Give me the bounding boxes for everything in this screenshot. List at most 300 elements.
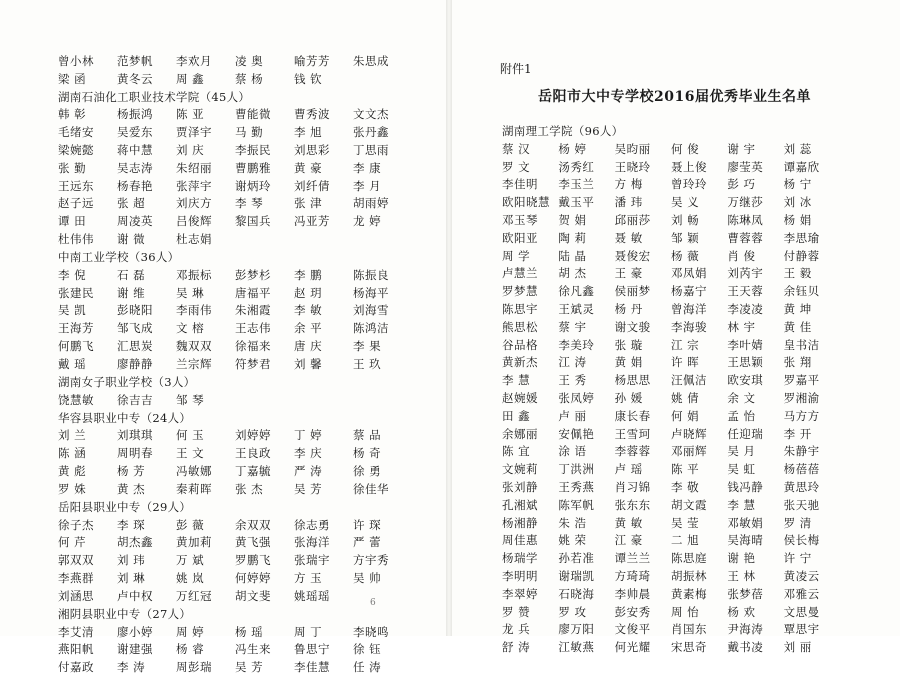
student-name: 罗 赞 (502, 604, 531, 619)
student-name: 尹海涛 (727, 622, 764, 637)
student-name: 张凤婷 (558, 391, 595, 406)
student-name: 邓玉琴 (502, 213, 538, 228)
student-name: 王良政 (235, 446, 271, 461)
student-name: 魏双双 (176, 339, 212, 354)
student-name: 李 旭 (294, 125, 323, 140)
student-name: 徐吉吉 (117, 392, 153, 407)
name-row (502, 229, 840, 247)
student-name: 许 琛 (353, 517, 382, 532)
section-heading: 湘阴县职业中专（27人） (58, 606, 192, 621)
section-heading: 华容县职业中专（24人） (58, 410, 192, 425)
student-name: 何光耀 (614, 640, 651, 655)
name-row (58, 551, 412, 569)
student-name: 赵子远 (58, 196, 94, 211)
student-name: 欧阳亚 (502, 230, 538, 245)
student-name: 聂 敏 (614, 230, 643, 245)
student-name: 黄素梅 (670, 586, 707, 601)
student-name: 杨 瑶 (235, 624, 264, 639)
student-name: 王 林 (727, 569, 756, 584)
student-name: 张 杰 (235, 481, 264, 496)
student-name: 李帅晨 (614, 586, 651, 601)
student-name: 徐 勇 (353, 464, 382, 479)
student-name: 邓振标 (176, 267, 212, 282)
student-name: 李蓉蓉 (614, 444, 651, 459)
student-name: 王志伟 (235, 321, 271, 336)
student-name: 王秀燕 (558, 480, 595, 495)
student-name: 郭双双 (58, 553, 94, 568)
student-name: 周 怡 (670, 604, 700, 619)
student-name: 任迎瑞 (727, 426, 764, 441)
student-name: 江 宗 (670, 337, 700, 352)
student-name: 张 翔 (783, 355, 812, 370)
student-name: 林 宇 (727, 319, 756, 334)
student-name: 孙若准 (558, 551, 595, 566)
student-name: 李 鹏 (294, 267, 323, 282)
student-name: 万继莎 (727, 195, 764, 210)
student-name: 戴玉平 (558, 195, 595, 210)
name-row (58, 195, 412, 213)
student-name: 刘 庆 (176, 143, 205, 158)
student-name: 徐子杰 (58, 517, 94, 532)
name-row (58, 569, 412, 587)
student-name: 曹秀波 (294, 107, 330, 122)
student-name: 胡文霞 (670, 497, 707, 512)
student-name: 黄 彪 (58, 464, 87, 479)
student-name: 安佩艳 (558, 426, 595, 441)
attachment-label: 附件1 (500, 62, 532, 76)
student-name: 吴爱东 (117, 125, 153, 140)
student-name: 姚 倩 (670, 391, 700, 406)
name-row (502, 265, 840, 283)
student-name: 邓敏娟 (727, 515, 764, 530)
student-name: 黎国兵 (235, 214, 271, 229)
name-row (58, 266, 412, 284)
name-row (58, 52, 412, 70)
student-name: 杨 婷 (558, 141, 587, 156)
student-name: 吴 虹 (727, 462, 756, 477)
student-name: 刘 丽 (783, 640, 812, 655)
student-name: 曹能微 (235, 107, 271, 122)
student-name: 方 玉 (294, 571, 323, 586)
student-name: 刘思彩 (294, 143, 330, 158)
student-name: 张东东 (614, 497, 651, 512)
student-name: 孙 媛 (614, 391, 643, 406)
student-name: 凌 奥 (235, 53, 264, 68)
student-name: 吴 芳 (235, 660, 264, 675)
student-name: 李欢月 (176, 53, 212, 68)
name-row (502, 140, 840, 158)
student-name: 周 婷 (176, 624, 205, 639)
student-name: 王晓玲 (614, 159, 651, 174)
student-name: 丁思雨 (353, 143, 389, 158)
student-name: 杨 睿 (176, 642, 205, 657)
student-name: 邹 颖 (670, 230, 700, 245)
student-name: 陈 宜 (502, 444, 531, 459)
name-row (58, 534, 412, 552)
student-name: 罗 清 (783, 515, 812, 530)
student-name: 王雪珂 (614, 426, 651, 441)
name-row (58, 141, 412, 159)
student-name: 罗嘉平 (783, 373, 820, 388)
student-name: 唐 庆 (294, 339, 323, 354)
student-name: 王远东 (58, 178, 94, 193)
student-name: 黄思玲 (783, 480, 820, 495)
student-name: 刘庆方 (176, 196, 212, 211)
student-name: 严 蕾 (353, 535, 382, 550)
section-heading: 湖南理工学院（96人） (502, 124, 624, 138)
student-name: 张刘静 (502, 480, 538, 495)
student-name: 刘 畅 (670, 213, 700, 228)
name-row (58, 70, 412, 88)
student-name: 李艾清 (58, 624, 94, 639)
student-name: 戴书凌 (727, 640, 764, 655)
student-name: 邹飞成 (117, 321, 153, 336)
student-name: 黄加莉 (176, 535, 212, 550)
student-name: 肖国东 (670, 622, 707, 637)
student-name: 吴 帅 (353, 571, 382, 586)
name-row (58, 284, 412, 302)
student-name: 李思瑜 (783, 230, 820, 245)
name-row (502, 247, 840, 265)
student-name: 张海洋 (294, 535, 330, 550)
student-name: 吴海晴 (727, 533, 764, 548)
student-name: 朱静宇 (783, 444, 820, 459)
student-name: 邱丽莎 (614, 213, 651, 228)
student-name: 付嘉政 (58, 660, 94, 675)
student-name: 廖莹英 (727, 159, 764, 174)
student-name: 冯敏娜 (176, 464, 212, 479)
student-name: 李 敬 (670, 480, 700, 495)
student-name: 邓雅云 (783, 586, 820, 601)
student-name: 黄 娟 (614, 355, 643, 370)
name-row (502, 549, 840, 567)
student-name: 陈 亚 (176, 107, 205, 122)
student-name: 刘 冰 (783, 195, 812, 210)
student-name: 朱湘霞 (235, 303, 271, 318)
student-name: 侯丽梦 (614, 284, 651, 299)
student-name: 王斌灵 (558, 302, 595, 317)
student-name: 熊思松 (502, 319, 538, 334)
student-name: 吴 芳 (294, 481, 323, 496)
student-name: 徐福来 (235, 339, 271, 354)
student-name: 王 玖 (353, 356, 382, 371)
student-name: 卢中权 (117, 588, 153, 603)
name-row (502, 371, 840, 389)
student-name: 鲁思宁 (294, 642, 330, 657)
student-name: 罗梦慧 (502, 284, 538, 299)
name-section (58, 498, 412, 605)
student-name: 马 勤 (235, 125, 264, 140)
student-name: 谢 艳 (727, 551, 756, 566)
student-name: 王天蓉 (727, 284, 764, 299)
student-name: 涂 语 (558, 444, 587, 459)
name-row (502, 585, 840, 603)
student-name: 丁 婷 (294, 428, 323, 443)
student-name: 杨思思 (614, 373, 651, 388)
student-name: 邹 琴 (176, 392, 205, 407)
student-name: 罗湘渝 (783, 391, 820, 406)
student-name: 余钰贝 (783, 284, 820, 299)
student-name: 杨春艳 (117, 178, 153, 193)
student-name: 张 超 (117, 196, 146, 211)
student-name: 丁洪洲 (558, 462, 595, 477)
student-name: 黄 坤 (783, 302, 812, 317)
student-name: 彭梦杉 (235, 267, 271, 282)
student-name: 赵婉媛 (502, 391, 538, 406)
student-name: 张瑞宇 (294, 553, 330, 568)
student-name: 彭 薇 (176, 517, 205, 532)
student-name: 朱绍丽 (176, 160, 212, 175)
student-name: 刘芮宇 (727, 266, 764, 281)
student-name: 陶 莉 (558, 230, 587, 245)
student-name: 张建民 (58, 285, 94, 300)
student-name: 杨海平 (353, 285, 389, 300)
student-name: 方 梅 (614, 177, 643, 192)
student-name: 曹鹏雅 (235, 160, 271, 175)
student-name: 严 涛 (294, 464, 323, 479)
student-name: 胡雨婷 (353, 196, 389, 211)
student-name: 杨蓓蓓 (783, 462, 820, 477)
student-name: 秦莉晖 (176, 481, 212, 496)
student-name: 谢炳玲 (235, 178, 271, 193)
student-name: 卢晓辉 (670, 426, 707, 441)
name-row (58, 641, 412, 659)
student-name: 杨嘉宁 (670, 284, 707, 299)
student-name: 肖习锦 (614, 480, 651, 495)
student-name: 黄飞强 (235, 535, 271, 550)
student-name: 李 康 (353, 160, 382, 175)
student-name: 杜伟伟 (58, 232, 94, 247)
student-name: 李佳慧 (294, 660, 330, 675)
section-heading: 岳阳县职业中专（29人） (58, 499, 192, 514)
student-name: 朱 浩 (558, 515, 587, 530)
name-row (502, 300, 840, 318)
student-name: 刘 兰 (58, 428, 87, 443)
student-name: 江敏燕 (558, 640, 595, 655)
student-name: 谢建强 (117, 642, 153, 657)
name-row (502, 567, 840, 585)
name-row (502, 211, 840, 229)
student-name: 皇书洁 (783, 337, 820, 352)
student-name: 姚瑶瑶 (294, 588, 330, 603)
student-name: 余 平 (294, 321, 323, 336)
student-name: 石 磊 (117, 267, 146, 282)
student-name: 许 晖 (670, 355, 700, 370)
student-name: 汤秀红 (558, 159, 595, 174)
student-name: 范梦帆 (117, 53, 153, 68)
student-name: 黄冬云 (117, 71, 153, 86)
student-name: 黄新杰 (502, 355, 538, 370)
student-name: 张天驰 (783, 497, 820, 512)
student-name: 龙 兵 (502, 622, 531, 637)
name-row (502, 443, 840, 461)
student-name: 张萍宇 (176, 178, 212, 193)
student-name: 罗 姝 (58, 481, 87, 496)
student-name: 吕俊辉 (176, 214, 212, 229)
student-name: 李 慧 (502, 373, 531, 388)
student-name: 谢文骏 (614, 319, 651, 334)
name-row (502, 532, 840, 550)
student-name: 周凌英 (117, 214, 153, 229)
name-row (58, 302, 412, 320)
student-name: 黄凌云 (783, 569, 820, 584)
student-name: 文俊平 (614, 622, 651, 637)
student-name: 彭晓阳 (117, 303, 153, 318)
student-name: 李 庆 (294, 446, 323, 461)
student-name: 李雨伟 (176, 303, 212, 318)
student-name: 李 月 (353, 178, 382, 193)
student-name: 江 豪 (614, 533, 643, 548)
student-name: 江 涛 (558, 355, 587, 370)
name-row (502, 389, 840, 407)
name-row (58, 587, 412, 605)
section-heading: 湖南女子职业学校（3人） (58, 374, 196, 389)
student-name: 廖万阳 (558, 622, 595, 637)
name-row (58, 480, 412, 498)
student-name: 欧阳晓慧 (502, 195, 550, 210)
student-name: 潘 玮 (614, 195, 643, 210)
name-row (502, 354, 840, 372)
name-row (58, 106, 412, 124)
student-name: 李 涛 (117, 660, 146, 675)
student-name: 王 豪 (614, 266, 643, 281)
student-name: 谢 微 (117, 232, 146, 247)
student-name: 张丹鑫 (353, 125, 389, 140)
student-name: 饶慧敏 (58, 392, 94, 407)
student-name: 吴 凯 (58, 303, 87, 318)
student-name: 李翠婷 (502, 586, 538, 601)
student-name: 曹蓉蓉 (727, 230, 764, 245)
section-heading: 湖南石油化工职业技术学院（45人） (58, 89, 251, 104)
student-name: 汪佩洁 (670, 373, 707, 388)
student-name: 吴志涛 (117, 160, 153, 175)
student-name: 孔湘斌 (502, 497, 538, 512)
student-name: 万 斌 (176, 553, 205, 568)
student-name: 文婉莉 (502, 462, 538, 477)
student-name: 李明明 (502, 569, 538, 584)
student-name: 康长春 (614, 408, 651, 423)
student-name: 杨瑞学 (502, 551, 538, 566)
student-name: 王 毅 (783, 266, 812, 281)
name-row (58, 159, 412, 177)
name-row (58, 319, 412, 337)
student-name: 陈军帆 (558, 497, 595, 512)
student-name: 杨振鸿 (117, 107, 153, 122)
student-name: 卢 丽 (558, 408, 587, 423)
student-name: 冯生来 (235, 642, 271, 657)
student-name: 胡文斐 (235, 588, 271, 603)
student-name: 何 芹 (58, 535, 87, 550)
student-name: 蔡 汉 (502, 141, 531, 156)
section-heading: 中南工业学校（36人） (58, 250, 180, 264)
page-number: 6 (370, 598, 376, 608)
student-name: 罗 攻 (558, 604, 587, 619)
student-name: 李燕群 (58, 571, 94, 586)
student-name: 刘婷婷 (235, 428, 271, 443)
student-name: 刘 馨 (294, 356, 323, 371)
student-name: 黄 杰 (117, 481, 146, 496)
student-name: 卢 瑶 (614, 462, 643, 477)
student-name: 朱思成 (353, 53, 389, 68)
student-name: 李 倪 (58, 267, 87, 282)
student-name: 张梦蓓 (727, 586, 764, 601)
student-name: 聂俊宏 (614, 248, 651, 263)
student-name: 吴 莹 (670, 515, 700, 530)
student-name: 钱冯静 (727, 480, 764, 495)
name-row (502, 407, 840, 425)
name-row (58, 444, 412, 462)
student-name: 陈思庭 (670, 551, 707, 566)
name-row (502, 282, 840, 300)
student-name: 覃思宇 (783, 622, 820, 637)
student-name: 黄 敏 (614, 515, 643, 530)
student-name: 文文杰 (353, 107, 389, 122)
name-row (58, 123, 412, 141)
student-name: 赵 玥 (294, 285, 323, 300)
student-name: 徐志勇 (294, 517, 330, 532)
name-row (58, 658, 412, 676)
student-name: 兰宗辉 (176, 356, 212, 371)
student-name: 舒 涛 (502, 640, 531, 655)
name-row (58, 177, 412, 195)
document-title: 岳阳市大中专学校2016届优秀毕业生名单 (538, 89, 811, 105)
student-name: 谷品格 (502, 337, 538, 352)
student-name: 文思曼 (783, 604, 820, 619)
student-name: 卢慧兰 (502, 266, 538, 281)
student-name: 吴 月 (727, 444, 756, 459)
student-name: 罗 文 (502, 159, 531, 174)
student-name: 田 鑫 (502, 408, 531, 423)
student-name: 曾海洋 (670, 302, 707, 317)
student-name: 梁婉懿 (58, 143, 94, 158)
student-name: 周 丁 (294, 624, 323, 639)
name-row (58, 623, 412, 641)
student-name: 曾小林 (58, 53, 94, 68)
student-name: 罗鹏飞 (235, 553, 271, 568)
student-name: 石晓海 (558, 586, 595, 601)
student-name: 刘 玮 (117, 553, 146, 568)
student-name: 胡杰鑫 (117, 535, 153, 550)
student-name: 刘纤倩 (294, 178, 330, 193)
student-name: 谢 宇 (727, 141, 756, 156)
student-name: 何 俊 (670, 141, 700, 156)
student-name: 蔡 杨 (235, 71, 264, 86)
student-name: 周彭瑞 (176, 660, 212, 675)
student-name: 余娜丽 (502, 426, 538, 441)
student-name: 燕阳帆 (58, 642, 94, 657)
student-name: 孟 怡 (727, 408, 756, 423)
name-row (58, 462, 412, 480)
name-row (502, 193, 840, 211)
student-name: 杨 宁 (783, 177, 812, 192)
student-name: 张 璇 (614, 337, 643, 352)
student-name: 李 果 (353, 339, 382, 354)
student-name: 胡 杰 (558, 266, 587, 281)
student-name: 陈振良 (353, 267, 389, 282)
student-name: 刘涵思 (58, 588, 94, 603)
student-name: 吴 义 (670, 195, 700, 210)
student-name: 王 秀 (558, 373, 587, 388)
student-name: 戴 瑶 (58, 356, 87, 371)
student-name: 贺 娟 (558, 213, 587, 228)
name-row (58, 212, 412, 230)
student-name: 谭 田 (58, 214, 87, 229)
student-name: 杨 奇 (353, 446, 382, 461)
student-name: 黄 豪 (294, 160, 323, 175)
student-name: 王思颖 (727, 355, 764, 370)
student-name: 何婷婷 (235, 571, 271, 586)
student-name: 冯亚芳 (294, 214, 330, 229)
